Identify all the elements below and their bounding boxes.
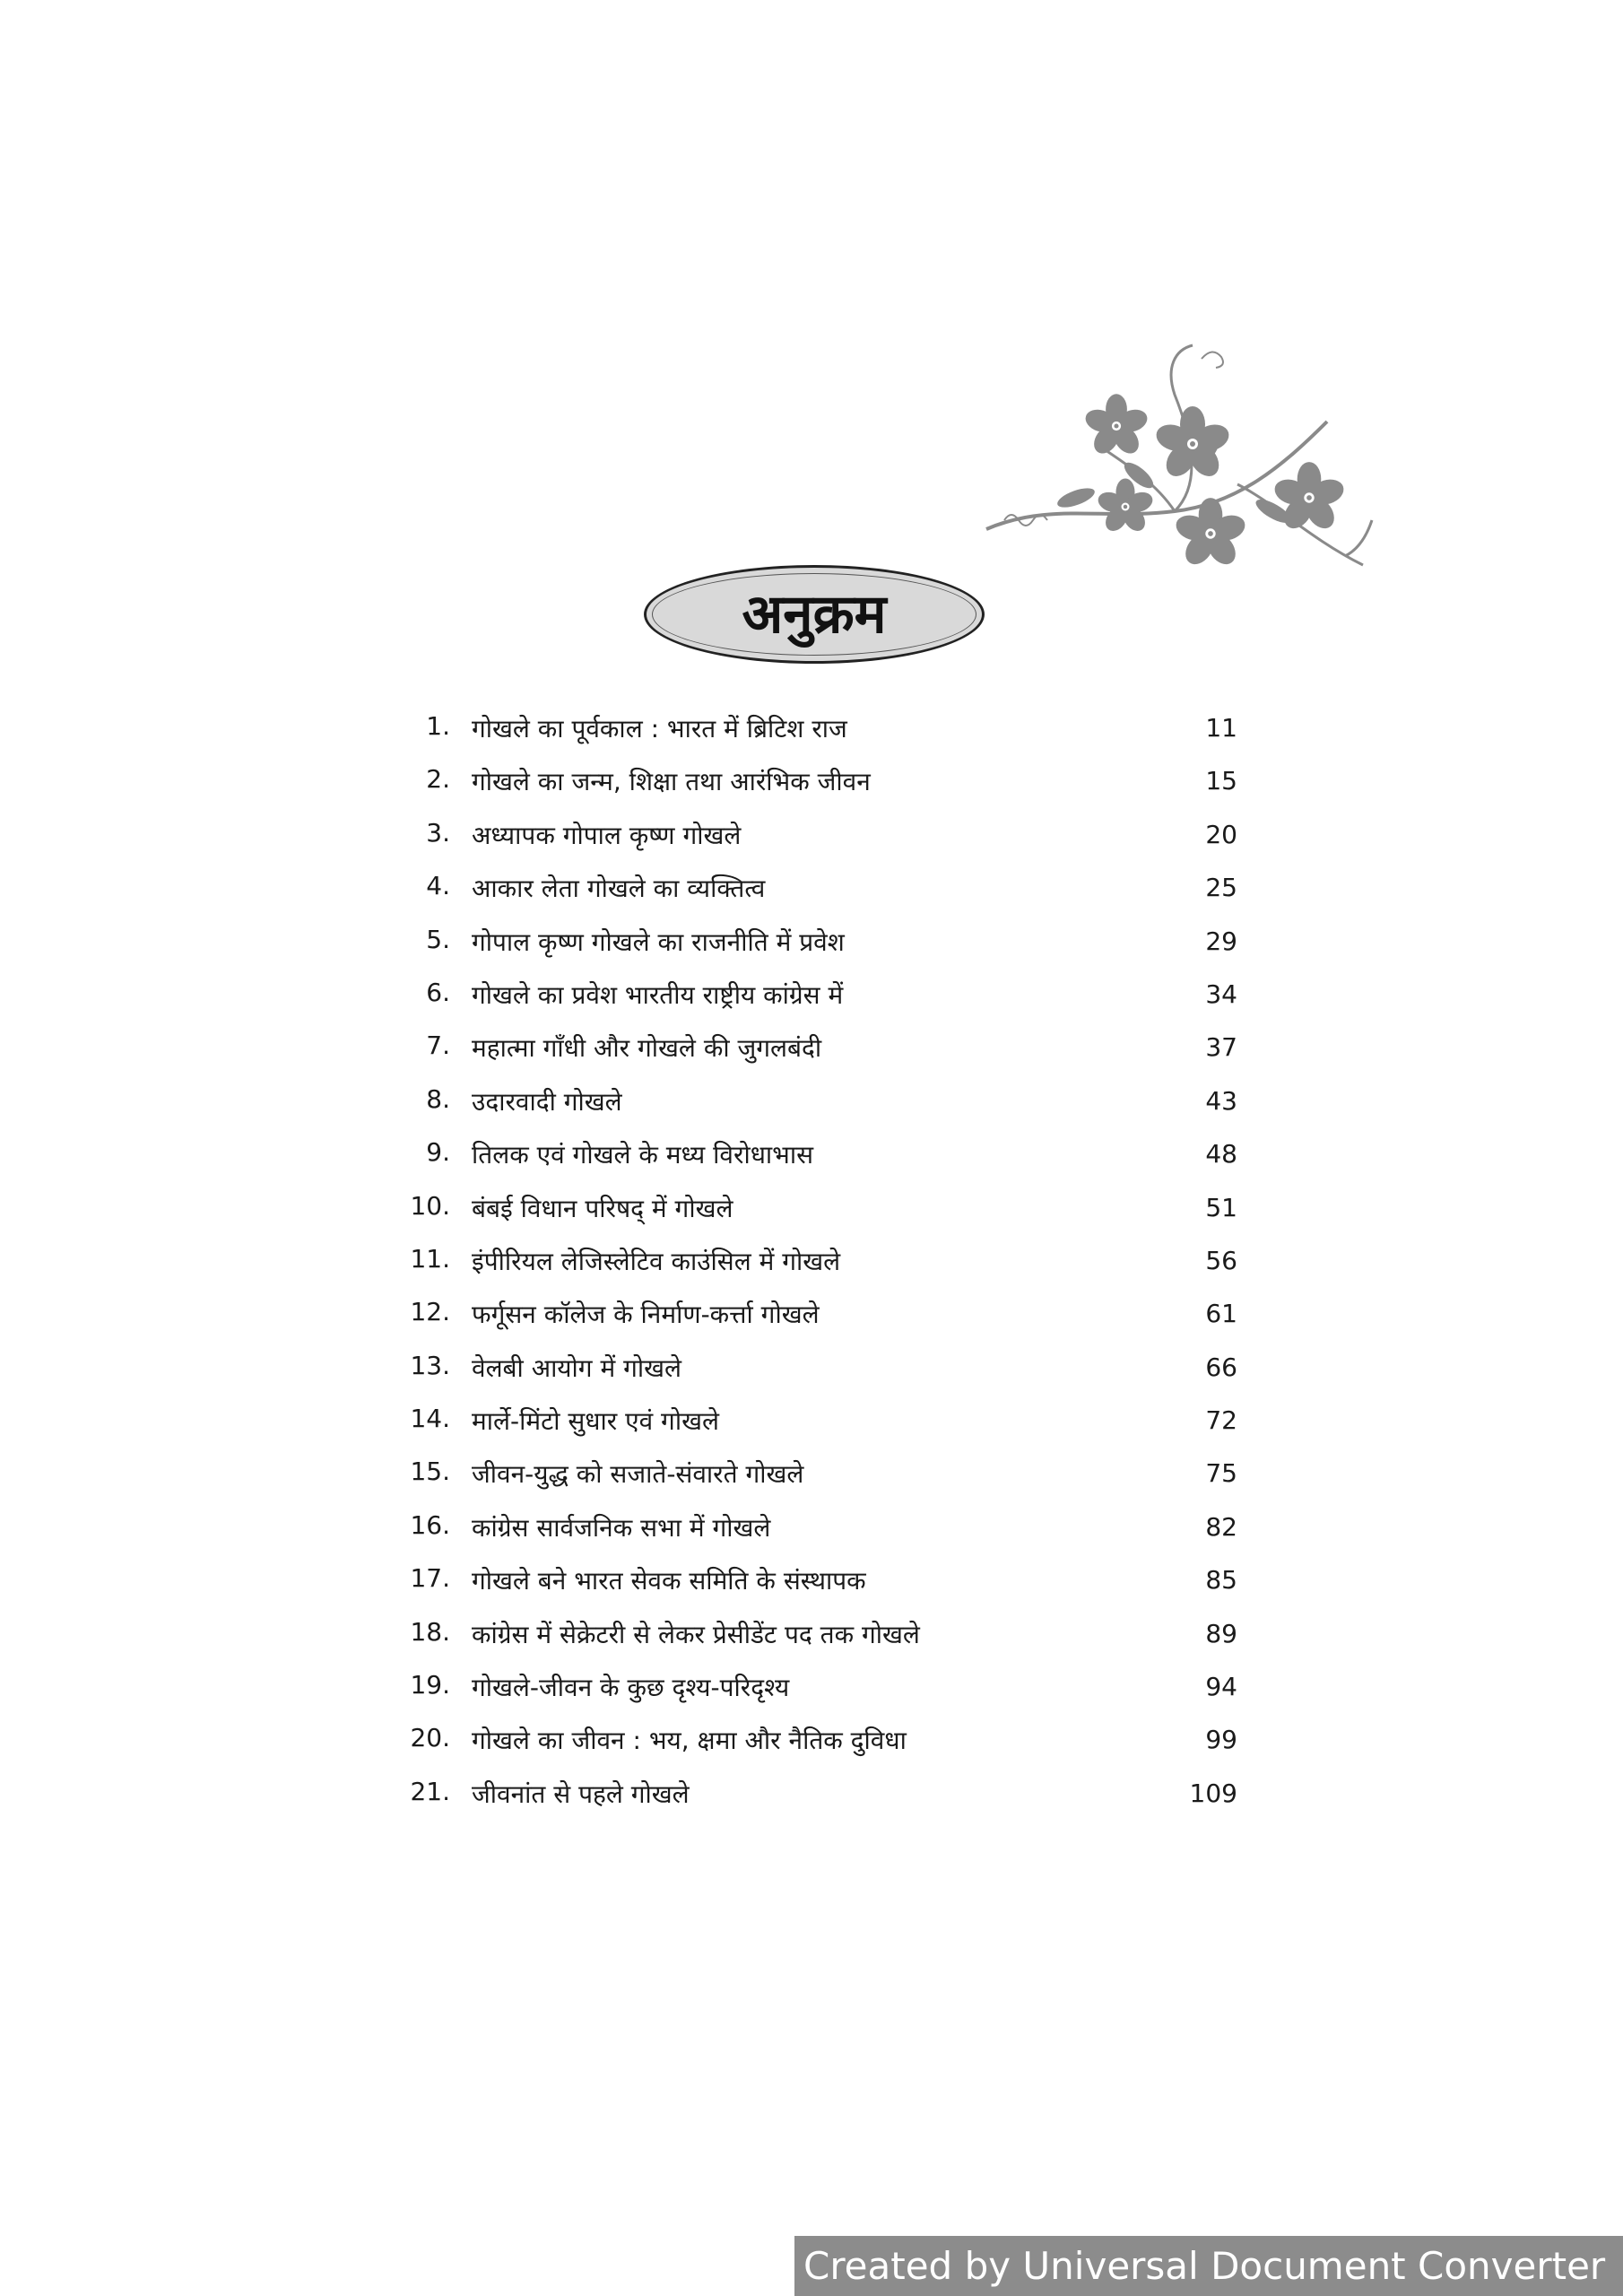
toc-chapter-title: गोपाल कृष्ण गोखले का राजनीति में प्रवेश: [472, 926, 845, 957]
toc-chapter-title: कांग्रेस में सेक्रेटरी से लेकर प्रेसीडेंट पद तक गोखले: [472, 1619, 920, 1649]
toc-number: 14.: [410, 1404, 450, 1434]
toc-row: [395, 1449, 1237, 1502]
toc-chapter-title: गोखले का प्रवेश भारतीय राष्ट्रीय कांग्रेस में: [472, 979, 844, 1010]
toc-row: [395, 918, 1237, 970]
toc-chapter-title: गोखले बने भारत सेवक समिति के संस्थापक: [472, 1566, 866, 1596]
toc-page-number: 75: [1205, 1458, 1237, 1489]
toc-number: 9.: [426, 1137, 450, 1168]
toc-number: 16.: [410, 1509, 450, 1540]
toc-number: 12.: [410, 1297, 450, 1327]
toc-page-number: 82: [1205, 1511, 1237, 1542]
toc-number: 17.: [410, 1563, 450, 1594]
toc-page-number: 61: [1205, 1299, 1237, 1329]
toc-row: [395, 1237, 1237, 1290]
toc-number: 5.: [426, 924, 450, 954]
toc-chapter-title: मार्ले-मिंटो सुधार एवं गोखले: [472, 1406, 719, 1437]
toc-chapter-title: जीवन-युद्ध को सजाते-संवारते गोखले: [472, 1459, 804, 1490]
toc-number: 19.: [410, 1670, 450, 1700]
toc-chapter-title: गोखले का पूर्वकाल : भारत में ब्रिटिश राज: [472, 714, 847, 744]
toc-row: [395, 1610, 1237, 1663]
toc-page-number: 72: [1205, 1405, 1237, 1436]
toc-row: [395, 1077, 1237, 1130]
toc-page-number: 99: [1205, 1725, 1237, 1755]
toc-row: [395, 1663, 1237, 1716]
toc-chapter-title: तिलक एवं गोखले के मध्य विरोधाभास: [472, 1140, 814, 1170]
toc-row: [395, 1396, 1237, 1449]
toc-chapter-title: गोखले-जीवन के कुछ दृश्य-परिदृश्य: [472, 1673, 790, 1703]
toc-row: [395, 1716, 1237, 1769]
toc-page-number: 56: [1205, 1245, 1237, 1275]
toc-page-number: 109: [1189, 1778, 1237, 1808]
page-title: अनुक्रम: [742, 583, 887, 646]
toc-chapter-title: महात्मा गाँधी और गोखले की जुगलबंदी: [472, 1033, 822, 1064]
toc-page-number: 25: [1205, 873, 1237, 903]
toc-chapter-title: जीवनांत से पहले गोखले: [472, 1779, 690, 1809]
toc-number: 8.: [426, 1083, 450, 1114]
toc-row: [395, 1770, 1237, 1822]
toc-number: 7.: [426, 1031, 450, 1061]
toc-row: [395, 1023, 1237, 1076]
toc-number: 10.: [410, 1190, 450, 1221]
toc-row: [395, 1184, 1237, 1237]
toc-chapter-title: बंबई विधान परिषद् में गोखले: [472, 1193, 733, 1223]
toc-number: 18.: [410, 1616, 450, 1647]
title-oval: [644, 565, 985, 664]
toc-page-number: 43: [1205, 1085, 1237, 1116]
toc-row: [395, 1556, 1237, 1609]
toc-page-number: 94: [1205, 1672, 1237, 1702]
toc-page-number: 85: [1205, 1565, 1237, 1596]
toc-number: 15.: [410, 1457, 450, 1487]
toc-page-number: 51: [1205, 1192, 1237, 1222]
toc-chapter-title: फर्गूसन कॉलेज के निर्माण-कर्त्ता गोखले: [472, 1300, 820, 1330]
toc-page-number: 48: [1205, 1139, 1237, 1170]
toc-row: [395, 811, 1237, 864]
toc-page-number: 15: [1205, 766, 1237, 796]
toc-page-number: 20: [1205, 819, 1237, 849]
toc-number: 13.: [410, 1350, 450, 1380]
toc-page-number: 29: [1205, 926, 1237, 956]
toc-row: [395, 970, 1237, 1023]
toc-number: 11.: [410, 1243, 450, 1274]
toc-row: [395, 1344, 1237, 1396]
toc-row: [395, 704, 1237, 757]
toc-chapter-title: गोखले का जन्म, शिक्षा तथा आरंभिक जीवन: [472, 767, 871, 797]
toc-number: 20.: [410, 1723, 450, 1753]
toc-row: [395, 864, 1237, 917]
toc-chapter-title: गोखले का जीवन : भय, क्षमा और नैतिक दुविधा: [472, 1726, 907, 1756]
toc-chapter-title: आकार लेता गोखले का व्यक्तित्व: [472, 874, 766, 904]
toc-number: 21.: [410, 1776, 450, 1806]
toc-chapter-title: इंपीरियल लेजिस्लेटिव काउंसिल में गोखले: [472, 1246, 841, 1276]
toc-row: [395, 1130, 1237, 1183]
toc-number: 6.: [426, 977, 450, 1007]
toc-row: [395, 1290, 1237, 1343]
toc-row: [395, 757, 1237, 810]
toc-number: 2.: [426, 764, 450, 795]
toc-chapter-title: कांग्रेस सार्वजनिक सभा में गोखले: [472, 1512, 771, 1543]
table-of-contents: [395, 704, 1237, 1822]
toc-number: 3.: [426, 817, 450, 848]
toc-chapter-title: उदारवादी गोखले: [472, 1086, 622, 1117]
toc-page-number: 89: [1205, 1618, 1237, 1648]
watermark-banner: Created by Universal Document Converter: [794, 2236, 1623, 2296]
toc-page-number: 34: [1205, 978, 1237, 1009]
toc-chapter-title: वेलबी आयोग में गोखले: [472, 1352, 682, 1383]
toc-row: [395, 1503, 1237, 1556]
toc-chapter-title: अध्यापक गोपाल कृष्ण गोखले: [472, 820, 742, 850]
toc-number: 1.: [426, 711, 450, 741]
toc-page-number: 11: [1205, 713, 1237, 743]
toc-page-number: 66: [1205, 1352, 1237, 1382]
toc-page-number: 37: [1205, 1032, 1237, 1063]
floral-ornament: [968, 341, 1417, 610]
toc-number: 4.: [426, 871, 450, 901]
